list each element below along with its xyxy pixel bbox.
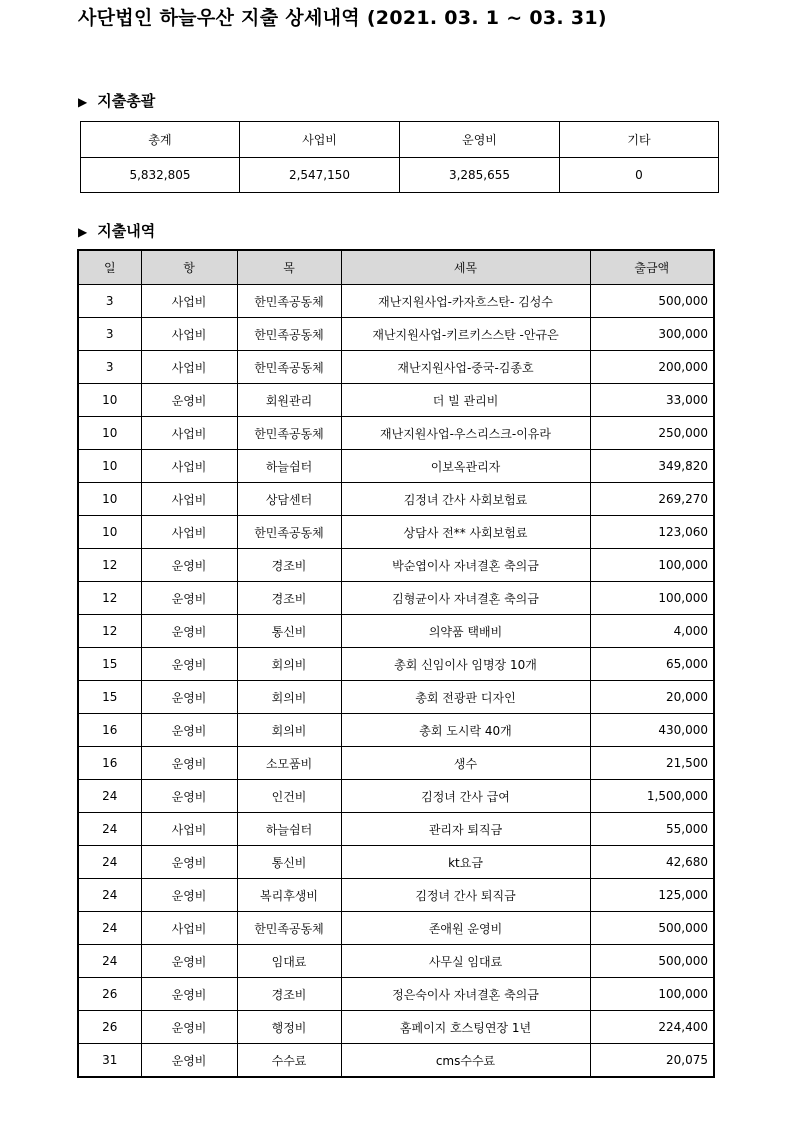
- cell-category: 운영비: [141, 714, 237, 747]
- cell-subitem: 더 빌 관리비: [341, 384, 590, 417]
- summary-heading-label: 지출총괄: [97, 92, 156, 110]
- cell-category: 사업비: [141, 483, 237, 516]
- cell-subitem: 상담사 전** 사회보험료: [341, 516, 590, 549]
- cell-amount: 224,400: [590, 1011, 714, 1044]
- cell-amount: 55,000: [590, 813, 714, 846]
- table-row: [78, 285, 714, 318]
- table-row: [78, 516, 714, 549]
- cell-subitem: 재난지원사업-중국-김종호: [341, 351, 590, 384]
- cell-subitem: 존애원 운영비: [341, 912, 590, 945]
- cell-item: 복리후생비: [237, 879, 341, 912]
- cell-category: 운영비: [141, 549, 237, 582]
- cell-day: 10: [78, 417, 141, 450]
- cell-day: 10: [78, 450, 141, 483]
- cell-category: 운영비: [141, 1011, 237, 1044]
- cell-day: 24: [78, 879, 141, 912]
- cell-day: 16: [78, 714, 141, 747]
- cell-amount: 300,000: [590, 318, 714, 351]
- cell-amount: 123,060: [590, 516, 714, 549]
- table-row: [78, 846, 714, 879]
- cell-item: 경조비: [237, 582, 341, 615]
- cell-item: 소모품비: [237, 747, 341, 780]
- cell-amount: 65,000: [590, 648, 714, 681]
- cell-day: 24: [78, 945, 141, 978]
- detail-heading: [78, 220, 155, 241]
- cell-item: 한민족공동체: [237, 285, 341, 318]
- cell-category: 사업비: [141, 351, 237, 384]
- cell-subitem: 박순엽이사 자녀결혼 축의금: [341, 549, 590, 582]
- cell-subitem: 관리자 퇴직금: [341, 813, 590, 846]
- table-row: [78, 483, 714, 516]
- cell-subitem: 총회 도시락 40개: [341, 714, 590, 747]
- cell-amount: 500,000: [590, 945, 714, 978]
- cell-amount: 42,680: [590, 846, 714, 879]
- cell-day: 3: [78, 285, 141, 318]
- table-row: [78, 450, 714, 483]
- cell-category: 운영비: [141, 384, 237, 417]
- cell-item: 통신비: [237, 846, 341, 879]
- cell-category: 사업비: [141, 318, 237, 351]
- cell-day: 26: [78, 978, 141, 1011]
- summary-heading: [78, 90, 155, 111]
- cell-day: 31: [78, 1044, 141, 1078]
- cell-day: 10: [78, 384, 141, 417]
- table-row: [78, 813, 714, 846]
- cell-day: 24: [78, 912, 141, 945]
- cell-item: 한민족공동체: [237, 912, 341, 945]
- cell-item: 회의비: [237, 648, 341, 681]
- triangle-bullet-icon: ▶: [78, 225, 88, 239]
- cell-subitem: 의약품 택배비: [341, 615, 590, 648]
- summary-header-total: 총계: [81, 122, 240, 158]
- summary-value-other: 0: [560, 158, 719, 193]
- cell-category: 운영비: [141, 879, 237, 912]
- page-title: 사단법인 하늘우산 지출 상세내역 (2021. 03. 1 ~ 03. 31): [78, 7, 607, 29]
- cell-item: 상담센터: [237, 483, 341, 516]
- cell-category: 사업비: [141, 285, 237, 318]
- cell-amount: 430,000: [590, 714, 714, 747]
- cell-subitem: 김형균이사 자녀결혼 축의금: [341, 582, 590, 615]
- cell-amount: 4,000: [590, 615, 714, 648]
- cell-amount: 500,000: [590, 285, 714, 318]
- cell-category: 운영비: [141, 582, 237, 615]
- table-row: [78, 681, 714, 714]
- table-row: [78, 1044, 714, 1078]
- cell-subitem: 재난지원사업-카자흐스탄- 김성수: [341, 285, 590, 318]
- cell-day: 3: [78, 351, 141, 384]
- detail-header-category: 항: [141, 250, 237, 285]
- table-row: [78, 549, 714, 582]
- summary-value-row: [81, 158, 719, 193]
- cell-amount: 1,500,000: [590, 780, 714, 813]
- table-row: [78, 384, 714, 417]
- table-row: [78, 318, 714, 351]
- cell-day: 24: [78, 780, 141, 813]
- cell-subitem: 총회 전광판 디자인: [341, 681, 590, 714]
- cell-subitem: 재난지원사업-우스리스크-이유라: [341, 417, 590, 450]
- summary-header-row: [81, 122, 719, 158]
- cell-amount: 250,000: [590, 417, 714, 450]
- cell-item: 회의비: [237, 681, 341, 714]
- cell-item: 경조비: [237, 549, 341, 582]
- cell-item: 하늘쉼터: [237, 450, 341, 483]
- cell-category: 운영비: [141, 846, 237, 879]
- detail-header-item: 목: [237, 250, 341, 285]
- table-row: [78, 780, 714, 813]
- cell-amount: 20,000: [590, 681, 714, 714]
- table-row: [78, 912, 714, 945]
- detail-header-row: [78, 250, 714, 285]
- detail-header-subitem: 세목: [341, 250, 590, 285]
- cell-item: 행정비: [237, 1011, 341, 1044]
- cell-item: 임대료: [237, 945, 341, 978]
- cell-amount: 100,000: [590, 549, 714, 582]
- cell-item: 통신비: [237, 615, 341, 648]
- summary-value-business: 2,547,150: [240, 158, 400, 193]
- summary-header-operation: 운영비: [400, 122, 560, 158]
- cell-day: 12: [78, 582, 141, 615]
- cell-day: 15: [78, 648, 141, 681]
- cell-day: 10: [78, 483, 141, 516]
- summary-value-total: 5,832,805: [81, 158, 240, 193]
- cell-item: 수수료: [237, 1044, 341, 1078]
- cell-category: 사업비: [141, 912, 237, 945]
- cell-day: 15: [78, 681, 141, 714]
- summary-header-other: 기타: [560, 122, 719, 158]
- cell-item: 한민족공동체: [237, 351, 341, 384]
- cell-subitem: 홈페이지 호스팅연장 1년: [341, 1011, 590, 1044]
- cell-item: 경조비: [237, 978, 341, 1011]
- cell-day: 12: [78, 549, 141, 582]
- cell-subitem: 정은숙이사 자녀결혼 축의금: [341, 978, 590, 1011]
- detail-header-day: 일: [78, 250, 141, 285]
- cell-amount: 200,000: [590, 351, 714, 384]
- table-row: [78, 747, 714, 780]
- cell-subitem: 이보옥관리자: [341, 450, 590, 483]
- cell-item: 한민족공동체: [237, 318, 341, 351]
- cell-category: 운영비: [141, 747, 237, 780]
- table-row: [78, 648, 714, 681]
- cell-item: 회의비: [237, 714, 341, 747]
- cell-item: 인건비: [237, 780, 341, 813]
- table-row: [78, 615, 714, 648]
- detail-table: [77, 249, 715, 1078]
- cell-subitem: 재난지원사업-키르키스스탄 -안규은: [341, 318, 590, 351]
- cell-amount: 100,000: [590, 582, 714, 615]
- table-row: [78, 978, 714, 1011]
- cell-item: 한민족공동체: [237, 417, 341, 450]
- cell-category: 운영비: [141, 648, 237, 681]
- cell-day: 24: [78, 813, 141, 846]
- cell-day: 3: [78, 318, 141, 351]
- cell-subitem: kt요금: [341, 846, 590, 879]
- cell-amount: 100,000: [590, 978, 714, 1011]
- cell-amount: 33,000: [590, 384, 714, 417]
- cell-day: 12: [78, 615, 141, 648]
- cell-category: 운영비: [141, 1044, 237, 1078]
- cell-category: 운영비: [141, 615, 237, 648]
- summary-header-business: 사업비: [240, 122, 400, 158]
- cell-amount: 269,270: [590, 483, 714, 516]
- cell-category: 사업비: [141, 417, 237, 450]
- cell-category: 사업비: [141, 516, 237, 549]
- cell-subitem: cms수수료: [341, 1044, 590, 1078]
- cell-day: 24: [78, 846, 141, 879]
- cell-subitem: 사무실 임대료: [341, 945, 590, 978]
- cell-day: 10: [78, 516, 141, 549]
- table-row: [78, 879, 714, 912]
- cell-amount: 125,000: [590, 879, 714, 912]
- cell-category: 운영비: [141, 780, 237, 813]
- cell-subitem: 김정녀 간사 퇴직금: [341, 879, 590, 912]
- table-row: [78, 1011, 714, 1044]
- cell-subitem: 김정녀 간사 사회보험료: [341, 483, 590, 516]
- cell-category: 사업비: [141, 813, 237, 846]
- cell-amount: 500,000: [590, 912, 714, 945]
- cell-subitem: 김정녀 간사 급여: [341, 780, 590, 813]
- cell-amount: 21,500: [590, 747, 714, 780]
- detail-heading-label: 지출내역: [97, 222, 156, 240]
- cell-subitem: 생수: [341, 747, 590, 780]
- cell-subitem: 총회 신임이사 임명장 10개: [341, 648, 590, 681]
- cell-item: 하늘쉼터: [237, 813, 341, 846]
- summary-value-operation: 3,285,655: [400, 158, 560, 193]
- cell-category: 운영비: [141, 945, 237, 978]
- cell-category: 운영비: [141, 681, 237, 714]
- table-row: [78, 417, 714, 450]
- cell-item: 회원관리: [237, 384, 341, 417]
- table-row: [78, 582, 714, 615]
- cell-day: 26: [78, 1011, 141, 1044]
- cell-item: 한민족공동체: [237, 516, 341, 549]
- detail-header-amount: 출금액: [590, 250, 714, 285]
- table-row: [78, 351, 714, 384]
- cell-day: 16: [78, 747, 141, 780]
- table-row: [78, 945, 714, 978]
- cell-category: 사업비: [141, 450, 237, 483]
- summary-table: [80, 121, 719, 193]
- cell-category: 운영비: [141, 978, 237, 1011]
- triangle-bullet-icon: ▶: [78, 95, 88, 109]
- table-row: [78, 714, 714, 747]
- cell-amount: 349,820: [590, 450, 714, 483]
- cell-amount: 20,075: [590, 1044, 714, 1078]
